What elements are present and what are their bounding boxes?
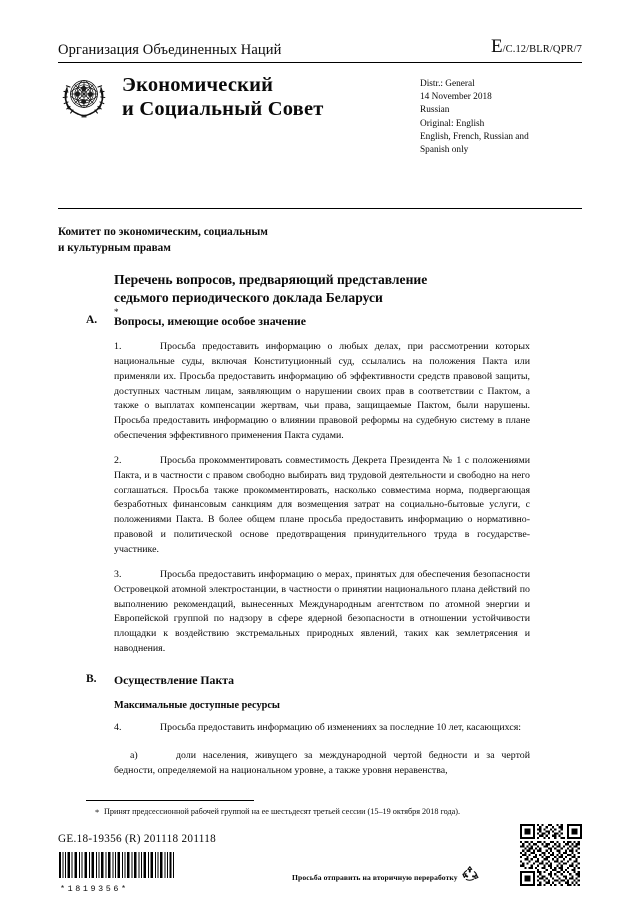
recycle-text: Просьба отправить на вторичную переработку xyxy=(292,872,458,882)
distribution-languages-line1: English, French, Russian and xyxy=(420,131,529,142)
paragraph-1-number: 1. xyxy=(114,341,122,352)
paragraph-4-number: 4. xyxy=(114,721,122,733)
page-title-line1: Перечень вопросов, предваряющий представление xyxy=(114,272,428,287)
paragraph-2-text: Просьба прокомментировать совместимость Декрета Президента № 1 с положениями Пакта, и в частности с правом свободно выбирать вид трудовой деятельности и свободно на него соглашаться. Просьба также прокомментировать, насколько совместима норма, подвергающая безработных финансовым санкциям для возмещения затрат на социально-бытовые услуги, с положениями Пакта. В более общем плане просьба предоставить информацию о нормативно-правовой и политической основе предотвращения принудительного труда в государстве-участнике. xyxy=(114,454,530,556)
distribution-language: Russian xyxy=(420,105,450,116)
section-heading-b xyxy=(86,673,530,688)
paragraph-1-text: Просьба предоставить информацию о любых делах, при рассмотрении которых национальные суды, включая Конституционный суд, ссылались на положения Пакта или применяли их. Просьба предоставить информацию об эффективности средств правовой защиты, доступных частным лицам, заявляющим о нарушении своих прав в соответствии с Пактом, а также о выплатах компенсации жертвам, чьи права, защищаемые Пактом, были нарушены. Просьба предоставить информацию о влиянии правовой реформы на судебную систему в плане обеспечения эффективного применения Пакта судами. xyxy=(114,341,530,442)
footnote-separator xyxy=(86,800,254,801)
paragraph-4 xyxy=(114,721,530,736)
section-title-b: Осуществление Пакта xyxy=(114,672,235,687)
paragraph-3-number: 3. xyxy=(114,568,122,580)
paragraph-4a-text: доли населения, живущего за международной чертой бедности и за чертой бедности, определяемой на национальном уровне, а также уровня неравенства, xyxy=(114,749,530,776)
paragraph-3 xyxy=(114,568,530,657)
committee-name-line1: Комитет по экономическим, социальным xyxy=(58,226,268,238)
distribution-block xyxy=(420,72,582,157)
paragraph-4a xyxy=(114,749,530,779)
paragraph-4a-number: a) xyxy=(130,749,138,761)
job-number: GE.18-19356 (R) 201118 201118 xyxy=(58,833,217,845)
committee-name-line2: и культурным правам xyxy=(58,242,171,255)
masthead-top-rule xyxy=(58,62,582,63)
recycle-notice xyxy=(292,866,479,888)
emblem-row xyxy=(58,72,582,157)
section-title-a: Вопросы, имеющие особое значение xyxy=(114,314,306,328)
committee-name xyxy=(58,224,498,256)
un-emblem-icon xyxy=(58,74,110,120)
masthead-bottom-rule xyxy=(58,208,582,209)
council-title-line2: и Социальный Совет xyxy=(122,98,324,121)
paragraph-2 xyxy=(114,454,530,558)
title-footnote-marker: * xyxy=(114,306,119,317)
distribution-date: 14 November 2018 xyxy=(420,92,492,103)
barcode xyxy=(58,852,176,894)
council-title xyxy=(122,72,414,121)
document-symbol-prefix: E xyxy=(490,36,503,57)
paragraph-4-text: Просьба предоставить информацию об изменениях за последние 10 лет, касающихся: xyxy=(160,721,522,733)
paragraph-2-number: 2. xyxy=(114,454,122,466)
distribution-line: Distr.: General xyxy=(420,79,475,89)
footnote-marker: * xyxy=(95,807,100,817)
page-title-line2-text: седьмого периодического доклада Беларуси xyxy=(114,289,383,305)
document-body xyxy=(86,314,530,787)
masthead xyxy=(58,36,582,157)
barcode-number: *1819356* xyxy=(60,884,129,894)
barcode-bars xyxy=(58,852,176,878)
qr-code xyxy=(520,824,582,891)
organization-name: Организация Объединенных Наций xyxy=(58,42,282,58)
footnote xyxy=(95,806,524,818)
subheading-max-resources: Максимальные доступные ресурсы xyxy=(114,699,280,711)
recycle-icon xyxy=(462,866,479,888)
council-title-line1: Экономический xyxy=(122,74,274,96)
section-heading-a xyxy=(86,314,530,329)
distribution-languages-line2: Spanish only xyxy=(420,144,469,155)
paragraph-3-text: Просьба предоставить информацию о мерах, принятых для обеспечения безопасности Островецкой атомной электростанции, в частности о принятии национального плана действий по выполнению рекомендаций, вынесенных Международным агентством по атомной энергии и Европейской группой по надзору в сфере ядерной безопасности в отношении устойчивости площадки к воздействию экстремальных природных явлений, таких как землетрясения и наводнения. xyxy=(114,568,530,655)
distribution-original: Original: English xyxy=(420,118,485,129)
section-letter-a: A. xyxy=(86,314,98,326)
organization-row xyxy=(58,36,582,62)
document-symbol-rest: /C.12/BLR/QPR/7 xyxy=(502,44,582,55)
paragraph-1 xyxy=(114,340,530,444)
document-symbol xyxy=(491,36,582,59)
section-letter-b: B. xyxy=(86,672,97,685)
footnote-text: Принят предсессионной рабочей группой на ее шестьдесят третьей сессии (15–19 октября 2018 года). xyxy=(104,807,461,816)
